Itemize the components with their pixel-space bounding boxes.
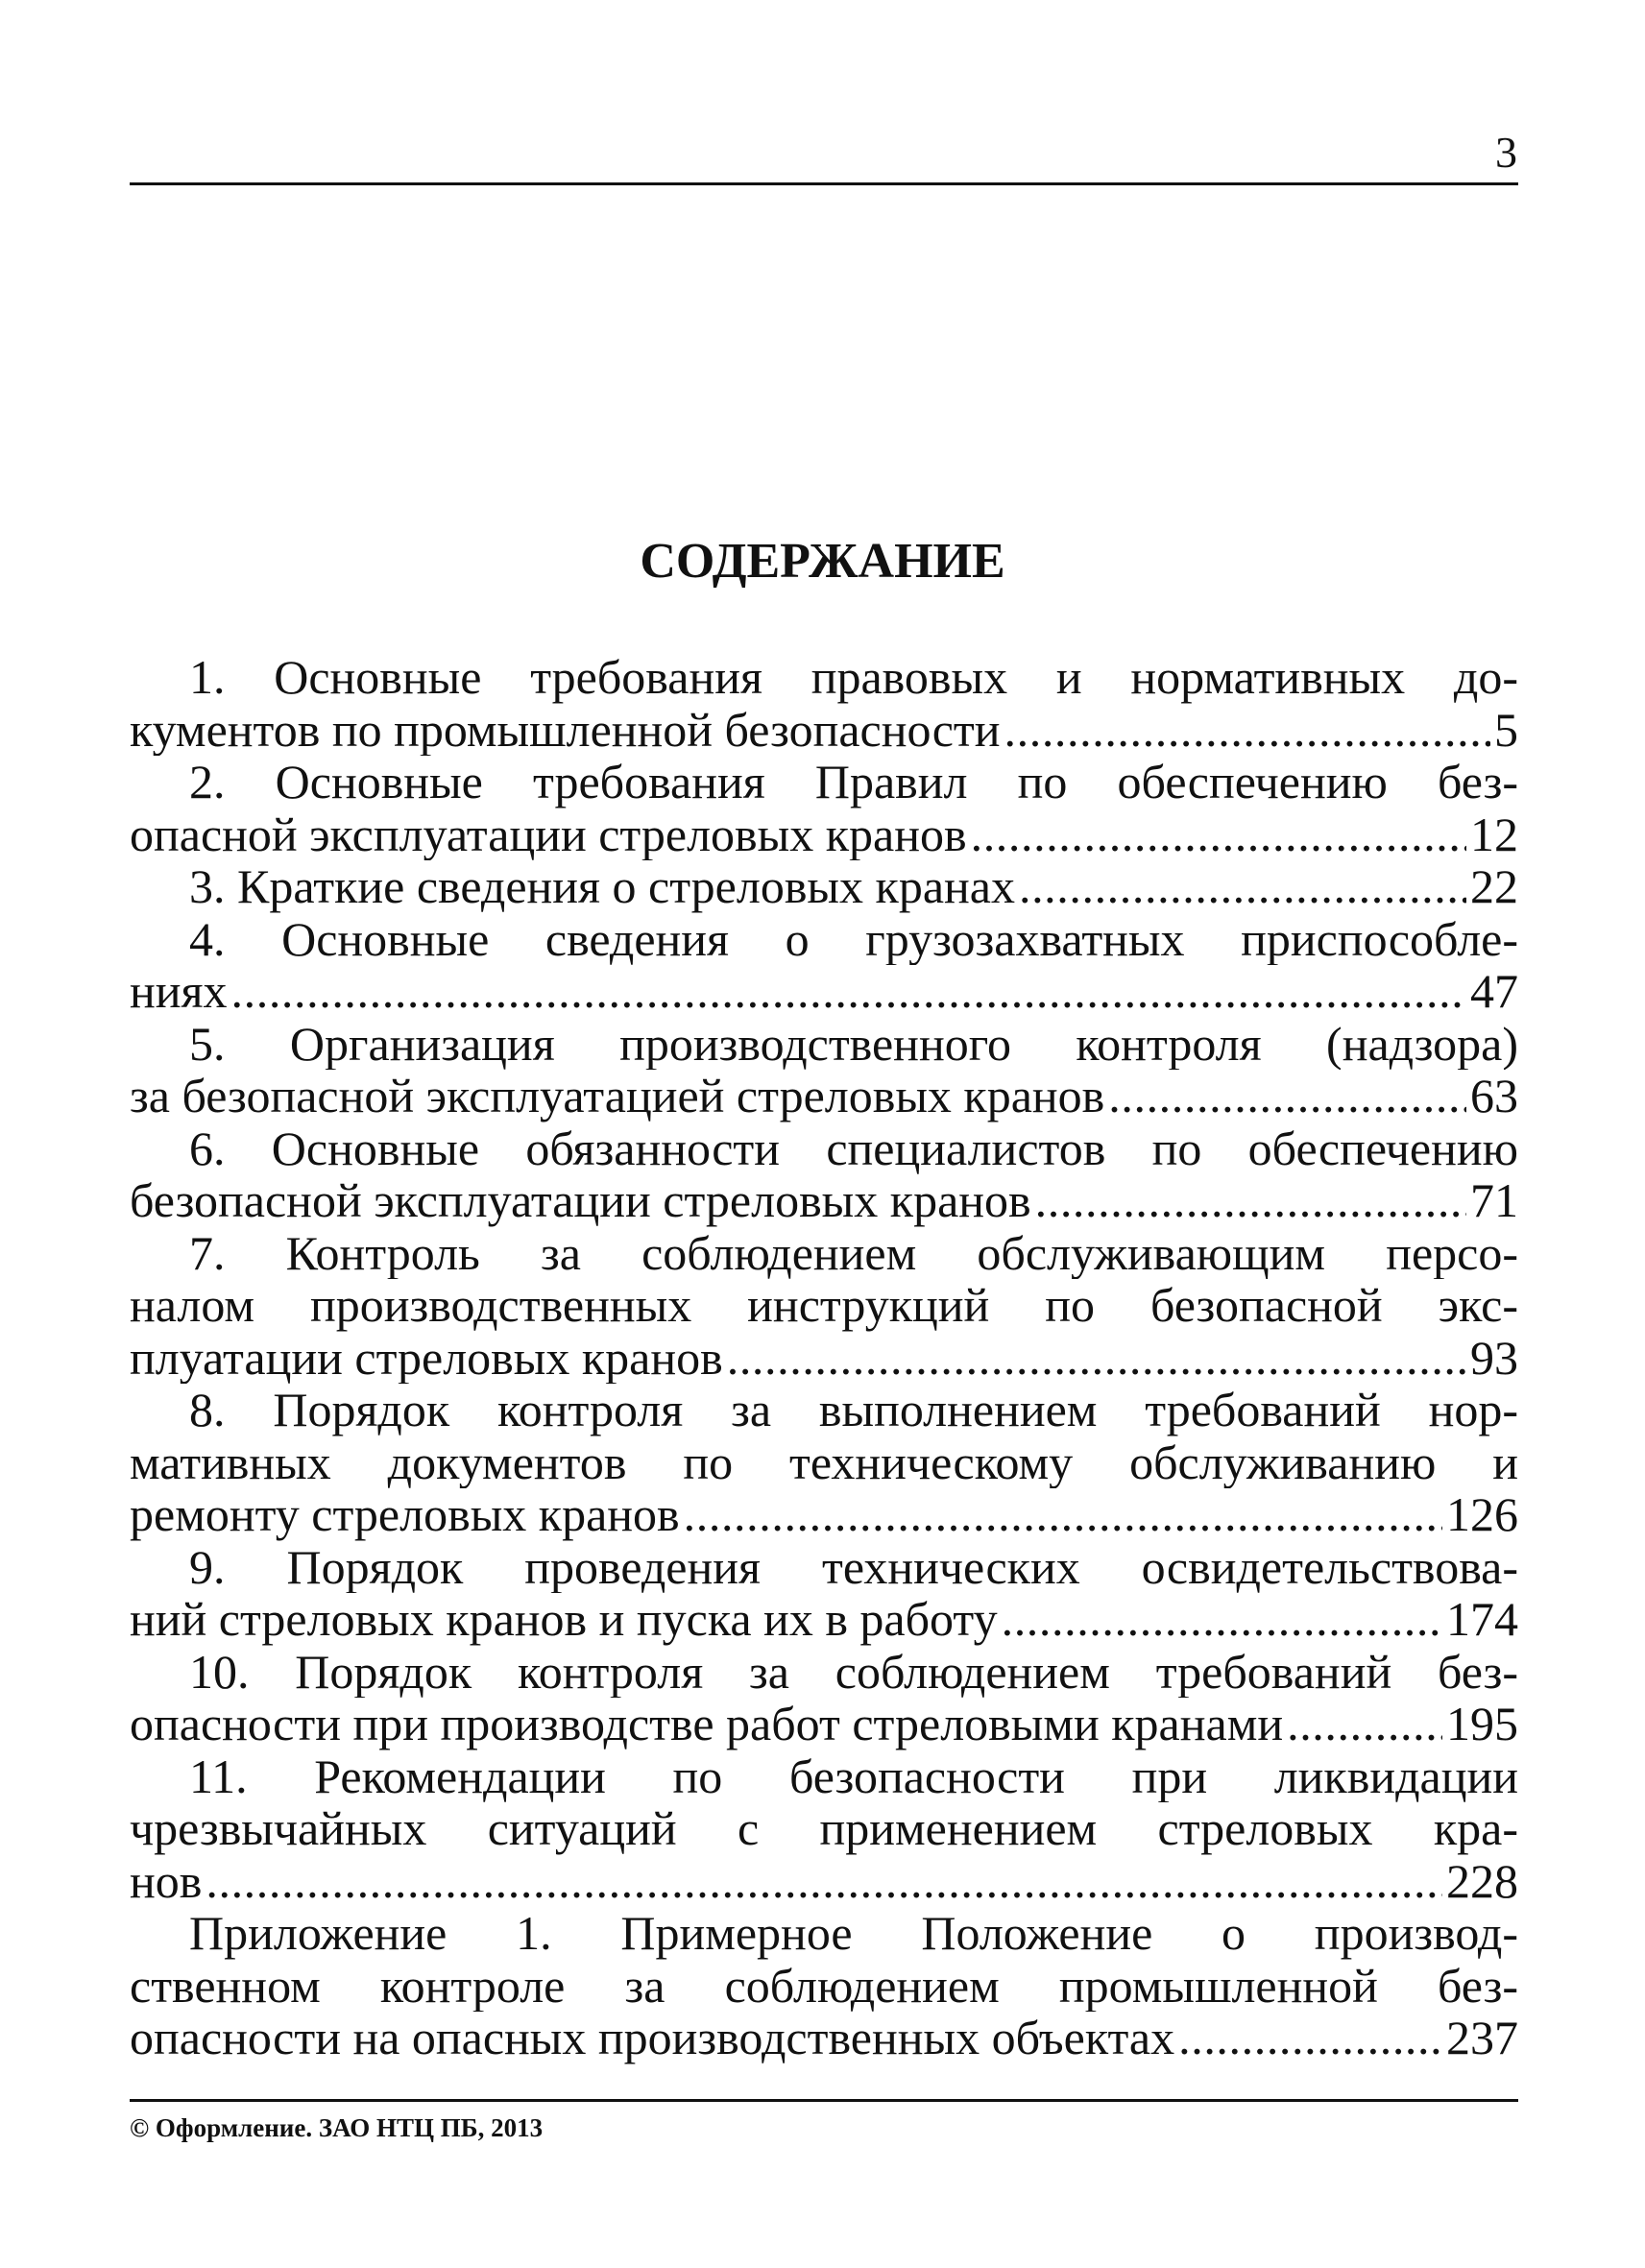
toc-entry-last-line xyxy=(130,1488,1518,1541)
page-number: 3 xyxy=(1495,128,1517,177)
dot-leader xyxy=(231,965,1466,1018)
toc-entry-text: 8. Порядок контроля за выполнением требований нор- xyxy=(189,1384,1518,1436)
toc-entry-line xyxy=(130,1227,1518,1280)
dot-leader xyxy=(1287,1698,1442,1750)
toc-entry-last-line xyxy=(130,965,1518,1018)
toc-page-number: 174 xyxy=(1446,1593,1518,1646)
toc-page-number: 126 xyxy=(1446,1488,1518,1541)
header-rule xyxy=(130,182,1518,185)
toc-entry-text: за безопасной эксплуатацией стреловых кранов xyxy=(130,1070,1105,1122)
toc-page-number: 71 xyxy=(1470,1174,1518,1227)
toc-entry[interactable] xyxy=(130,1750,1518,1908)
toc-entry-line xyxy=(130,1907,1518,1960)
toc-entry-line xyxy=(130,756,1518,808)
dot-leader xyxy=(1004,704,1490,757)
toc-entry-line xyxy=(130,1018,1518,1071)
toc-entry-text: опасности на опасных производственных объектах xyxy=(130,2012,1175,2064)
toc-entry-last-line xyxy=(130,808,1518,861)
toc-entry-text: 7. Контроль за соблюдением обслуживающим персо- xyxy=(189,1226,1518,1279)
toc-page-number: 237 xyxy=(1446,2012,1518,2064)
toc-entry-text: ниях xyxy=(130,965,228,1018)
toc-entry[interactable] xyxy=(130,756,1518,860)
toc-page-number: 195 xyxy=(1446,1698,1518,1750)
toc-entry-text: плуатации стреловых кранов xyxy=(130,1331,723,1384)
toc-entry[interactable] xyxy=(130,1646,1518,1750)
toc-entry[interactable] xyxy=(130,651,1518,756)
toc-entry-last-line xyxy=(130,860,1518,913)
toc-entry-line xyxy=(130,1750,1518,1803)
toc-page-number: 93 xyxy=(1470,1331,1518,1384)
toc-entry-text: 3. Краткие сведения о стреловых кранах xyxy=(189,860,1015,913)
toc-entry-text: 2. Основные требования Правил по обеспечению без- xyxy=(189,756,1518,808)
toc-entry-last-line xyxy=(130,1855,1518,1908)
table-of-contents xyxy=(130,651,1518,2064)
toc-entry-text: опасности при производстве работ стреловыми кранами xyxy=(130,1698,1284,1750)
dot-leader xyxy=(1002,1593,1442,1646)
toc-entry-line xyxy=(130,1122,1518,1175)
copyright-footer: © Оформление. ЗАО НТЦ ПБ, 2013 xyxy=(130,2113,544,2142)
page-title: СОДЕРЖАНИЕ xyxy=(640,534,1005,589)
toc-entry-text: чрезвычайных ситуаций с применением стреловых кра- xyxy=(130,1802,1518,1855)
toc-entry-text: налом производственных инструкций по безопасной экс- xyxy=(130,1279,1518,1332)
toc-entry-line xyxy=(130,1541,1518,1594)
dot-leader xyxy=(206,1855,1442,1908)
toc-entry-line xyxy=(130,1279,1518,1332)
toc-entry-text: 11. Рекомендации по безопасности при ликвидации xyxy=(189,1749,1518,1802)
toc-entry-text: мативных документов по техническому обслуживанию и xyxy=(130,1436,1518,1488)
toc-entry-line xyxy=(130,1960,1518,2013)
toc-entry[interactable] xyxy=(130,1541,1518,1646)
toc-page-number: 47 xyxy=(1470,965,1518,1018)
toc-entry[interactable] xyxy=(130,1384,1518,1541)
toc-entry-last-line xyxy=(130,1698,1518,1750)
toc-entry-text: 1. Основные требования правовых и нормативных до- xyxy=(189,651,1518,704)
toc-page-number: 22 xyxy=(1470,860,1518,913)
toc-entry-text: ремонту стреловых кранов xyxy=(130,1488,680,1541)
toc-entry-line xyxy=(130,1436,1518,1489)
toc-entry-text: Приложение 1. Примерное Положение о производ- xyxy=(189,1907,1518,1960)
dot-leader xyxy=(684,1488,1442,1541)
dot-leader xyxy=(1108,1070,1466,1122)
toc-entry-line xyxy=(130,1802,1518,1855)
toc-entry-last-line xyxy=(130,2012,1518,2064)
toc-entry-text: опасной эксплуатации стреловых кранов xyxy=(130,808,967,860)
toc-entry[interactable] xyxy=(130,860,1518,913)
dot-leader xyxy=(1019,860,1466,913)
toc-page-number: 12 xyxy=(1470,808,1518,860)
dot-leader xyxy=(971,808,1466,861)
dot-leader xyxy=(1178,2012,1442,2064)
toc-entry-last-line xyxy=(130,1332,1518,1385)
toc-entry-text: ственном контроле за соблюдением промышленной без- xyxy=(130,1959,1518,2012)
toc-entry-text: 10. Порядок контроля за соблюдением требований без- xyxy=(189,1645,1518,1698)
toc-entry-last-line xyxy=(130,1070,1518,1122)
toc-entry-line xyxy=(130,651,1518,704)
toc-entry[interactable] xyxy=(130,1907,1518,2064)
toc-entry-line xyxy=(130,913,1518,966)
toc-entry-text: нов xyxy=(130,1854,203,1907)
toc-entry[interactable] xyxy=(130,1018,1518,1122)
toc-entry-text: кументов по промышленной безопасности xyxy=(130,703,1001,756)
toc-entry[interactable] xyxy=(130,1227,1518,1385)
toc-entry[interactable] xyxy=(130,1122,1518,1227)
toc-entry-text: безопасной эксплуатации стреловых кранов xyxy=(130,1174,1031,1227)
toc-entry[interactable] xyxy=(130,913,1518,1018)
toc-entry-text: 5. Организация производственного контроля (надзора) xyxy=(189,1017,1518,1070)
toc-entry-text: 9. Порядок проведения технических освидетельствова- xyxy=(189,1540,1518,1593)
toc-page-number: 63 xyxy=(1470,1070,1518,1122)
toc-entry-line xyxy=(130,1646,1518,1699)
toc-page-number: 5 xyxy=(1494,703,1518,756)
toc-entry-last-line xyxy=(130,1174,1518,1227)
toc-page-number: 228 xyxy=(1446,1854,1518,1907)
toc-entry-text: 6. Основные обязанности специалистов по обеспечению xyxy=(189,1122,1518,1174)
toc-entry-text: ний стреловых кранов и пуска их в работу xyxy=(130,1593,998,1646)
toc-entry-last-line xyxy=(130,1593,1518,1646)
toc-entry-text: 4. Основные сведения о грузозахватных приспособле- xyxy=(189,912,1518,965)
dot-leader xyxy=(727,1332,1466,1385)
footer-rule xyxy=(130,2099,1518,2102)
toc-entry-last-line xyxy=(130,704,1518,757)
dot-leader xyxy=(1035,1174,1466,1227)
toc-entry-line xyxy=(130,1384,1518,1436)
